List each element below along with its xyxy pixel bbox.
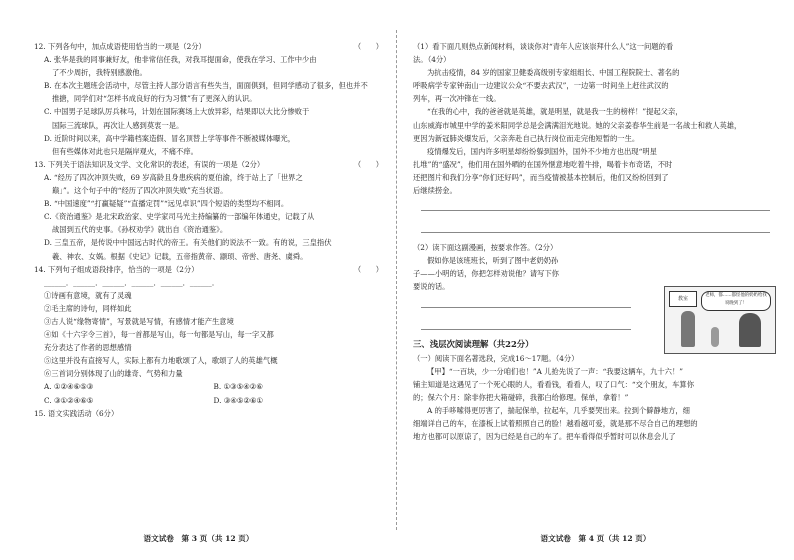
subsection-1-heading: （一）阅读下面名著选段，完成16～17题。（4分） xyxy=(413,353,579,363)
news-2-line: 山东威海市城里中学的姜米阳同学总是会满满泪光地说。她的父亲姜春华生前是一名战士和救人英雄， xyxy=(413,120,742,130)
q12-stem: 12. 下列各句中，加点成语使用恰当的一项是（2分） xyxy=(34,42,206,51)
q14-option-b: B. ①③⑤④②⑥ xyxy=(213,382,263,392)
passage-line: 铺主知道是这遇见了一个死心眼的人，看看钱，看看人，叹了口气：“交个朋友，车算你 xyxy=(413,379,695,389)
q14-sentence-2: ②毛主席的诗句，同样如此 xyxy=(44,303,132,313)
q14-sentence-6: ⑥三首词分别体现了山的雄奇、气势和力量 xyxy=(44,369,183,379)
q13-option-b: B. “中国速度”“打赢疑疑”“直播定罚”“远见卓识”四个短语的类型均不相同。 xyxy=(44,199,289,209)
news-1-line: 呼吸病学专家钟南山一边建议公众“不要去武汉”，一边第一时间坐上赶往武汉的 xyxy=(413,81,669,91)
q13-stem: 13. 下列关于语法知识及文学、文化常识的表述，有误的一项是（2分） xyxy=(34,159,265,169)
q15-stem: 15. 语文实践活动（6分） xyxy=(34,408,119,418)
q12-option-c: C. 中国男子足球队厉兵秣马，计划在国际赛场上大放异彩，结果即以大比分惨败于 xyxy=(44,107,310,117)
news-2-line: “在我的心中，我的爸爸就是英雄，就是明星，就是我一生的榜样！”提起父亲， xyxy=(427,107,683,117)
grandmother-figure xyxy=(739,313,761,347)
q13-answer-paren: （ ） xyxy=(353,159,383,169)
q12-option-b-cont: 推搪，同学们对“怎样书成良好的行为习惯”有了更深入的认识。 xyxy=(52,94,257,104)
q14-sentence-5: ⑤这里并没有直接写人，实际上都有力地歌颂了人，歌颂了人的英雄气概 xyxy=(44,356,278,366)
q12-option-b: B. 在本次主题班会活动中，尽管主持人部分语言有些失当，面面俱到，但同学感动了很多，但也并不 xyxy=(44,81,368,91)
q12-option-a: A. 张华是我的同事兼好友，他非常信任我，对我耳提面命，使我在学习、工作中少由 xyxy=(44,55,317,65)
answer-line-1[interactable] xyxy=(421,197,770,211)
page-3-footer: 语文试卷 第 3 页（共 12 页） xyxy=(143,534,254,543)
task1-prompt-cont: 法。（4分） xyxy=(413,55,451,65)
task1-prompt: （1）看下面几则热点新闻材料，谈谈你对“青年人应该崇拜什么人”这一问题的看 xyxy=(413,42,674,51)
task2-prompt: （2）读下面这副漫画，按要求作答。（2分） xyxy=(413,243,558,253)
passage-line: A 的手哆嗦得更厉害了，揣起保单，拉起车，几乎要哭出来。拉到个僻静地方，细 xyxy=(427,405,690,415)
section-3-heading: 三、浅层次阅读理解（共22分） xyxy=(413,338,534,349)
q14-option-c: C. ③①②④⑥⑤ xyxy=(44,395,94,405)
q12-option-d: D. 近阶时间以来，高中学籍档案造假、冒名顶替上学等事件不断被媒体曝光， xyxy=(44,133,296,143)
q12-option-d-cont: 但有些媒体对此也只是隔岸观火，不痛不痒。 xyxy=(52,146,198,156)
answer-line-4[interactable] xyxy=(421,316,631,330)
news-3-line: 扎堆”的“盛况”，他们用在国外晒的在国外惬意地吃着牛排，喝着卡布奇诺，不时 xyxy=(413,159,673,169)
answer-line-3[interactable] xyxy=(421,294,631,308)
q14-blanks: ______．______．______．______．______．______． xyxy=(44,277,220,287)
news-3-line: 疫情爆发后，国内许多明星却纷纷躲到国外，国外不少地方也出现“明星 xyxy=(427,146,657,156)
news-1-line: 为抗击疫情，84 岁的国家卫健委高级别专家组组长、中国工程院院士、著名的 xyxy=(427,68,680,78)
passage-line: 细端详自己的车，在漆板上试着照照自己的脸！越看越可爱，就是那不尽合自己的理想的 xyxy=(413,418,698,428)
speech-text: 老师，都……都怪他的奶奶给我 xyxy=(705,293,767,298)
child-figure xyxy=(711,327,719,347)
q14-sentence-1: ①诗画有意境，就有了灵魂 xyxy=(44,290,132,300)
q14-option-d: D. ③④⑤②⑥① xyxy=(213,395,263,405)
q13-option-d: D. 三皇五帝，是传说中中国远古时代的帝王。有关他们的说法不一致。有的说，三皇指伏 xyxy=(44,238,332,248)
news-item-1 xyxy=(413,66,778,105)
news-3-line: 还把图片和我们分享“你们还好吗”，而当疫情被基本控制后，他们又纷纷回到了 xyxy=(413,172,669,182)
q12-answer-paren: （ ） xyxy=(353,42,383,51)
answer-line-2[interactable] xyxy=(421,219,770,233)
cartoon-illustration xyxy=(664,286,776,354)
speech-bubble xyxy=(701,291,771,311)
q13-option-c-cont: 战国到五代的史事。《孙权劝学》就出自《资治通鉴》。 xyxy=(52,225,228,235)
reading-passage xyxy=(413,365,778,444)
q13-option-d-cont: 羲、神农、女娲。根据《史记》记载，五帝指黄帝、颛顼、帝喾、唐尧、虞舜。 xyxy=(52,251,308,261)
classroom-sign: 教室 xyxy=(669,291,697,307)
q14-sentence-4: ④如《十六字令三首》，每一首都是写山，每一句都是写山，每一字又都 xyxy=(44,330,274,340)
q13-option-a: A. “经历了四次冲顶失败，69 岁高龄且身患疾病的夏伯渝，终于站上了「世界之 xyxy=(44,172,303,182)
page-4 xyxy=(397,0,794,560)
q14-sentence-3: ③古人说“缘物寄情”，写景就是写情，有感情才能产生意境 xyxy=(44,316,234,326)
q14-sentence-4-cont: 充分表达了作者的思想感情 xyxy=(44,343,132,353)
q12-option-a-cont: 了不少周折，我特别感激他。 xyxy=(52,68,147,78)
q14-option-a: A. ①②④⑥⑤③ xyxy=(44,382,94,392)
news-2-line: 更因为新冠肺炎爆发后，父亲奔赴自己执行岗位而走完他短暂的一生。 xyxy=(413,133,640,143)
page-4-footer: 语文试卷 第 4 页（共 12 页） xyxy=(540,534,651,543)
news-item-2 xyxy=(413,105,778,144)
teacher-figure xyxy=(681,311,695,347)
q13-option-c: C.《资治通鉴》是北宋政治家、史学家司马光主持编纂的一部编年体通史，记载了从 xyxy=(44,212,315,222)
passage-line: 【甲】“一百块，少一分咱们也！”A 儿抢先说了一声：“我要这辆车，九十六！” xyxy=(427,366,684,376)
task2-line: 要说的话。 xyxy=(413,282,450,292)
q13-option-a-cont: 巅」”。这个句子中的“经历了四次冲顶失败”充当状语。 xyxy=(52,186,228,196)
task2-line: 假如你是该班班长，听到了图中老奶奶孙 xyxy=(427,256,559,266)
news-3-line: 后继续捞金。 xyxy=(413,186,457,196)
task2-line: 子——小明的话，你把怎样劝说他？请写下你 xyxy=(413,269,559,279)
q14-answer-paren: （ ） xyxy=(353,264,383,274)
q14-options xyxy=(34,380,383,406)
q12-option-c-cont: 国际三流球队，再次让人感到莫衷一是。 xyxy=(52,120,184,130)
news-item-3 xyxy=(413,145,778,197)
speech-text-cont: 说晚到了！ xyxy=(725,301,747,306)
passage-line: 的；保六个月：除非你把大箱碰碎，我都白给修理。保单，拿着！” xyxy=(413,392,629,402)
news-1-line: 列车，再一次冲锋在一线。 xyxy=(413,94,501,104)
passage-line: 地方也都可以原谅了，因为已经是自己的车了。把车看得似乎暂时可以休息会儿了 xyxy=(413,432,676,442)
task2-body xyxy=(413,254,643,293)
q14-stem: 14. 下列句子组成语段排序，恰当的一项是（2分） xyxy=(34,264,199,274)
